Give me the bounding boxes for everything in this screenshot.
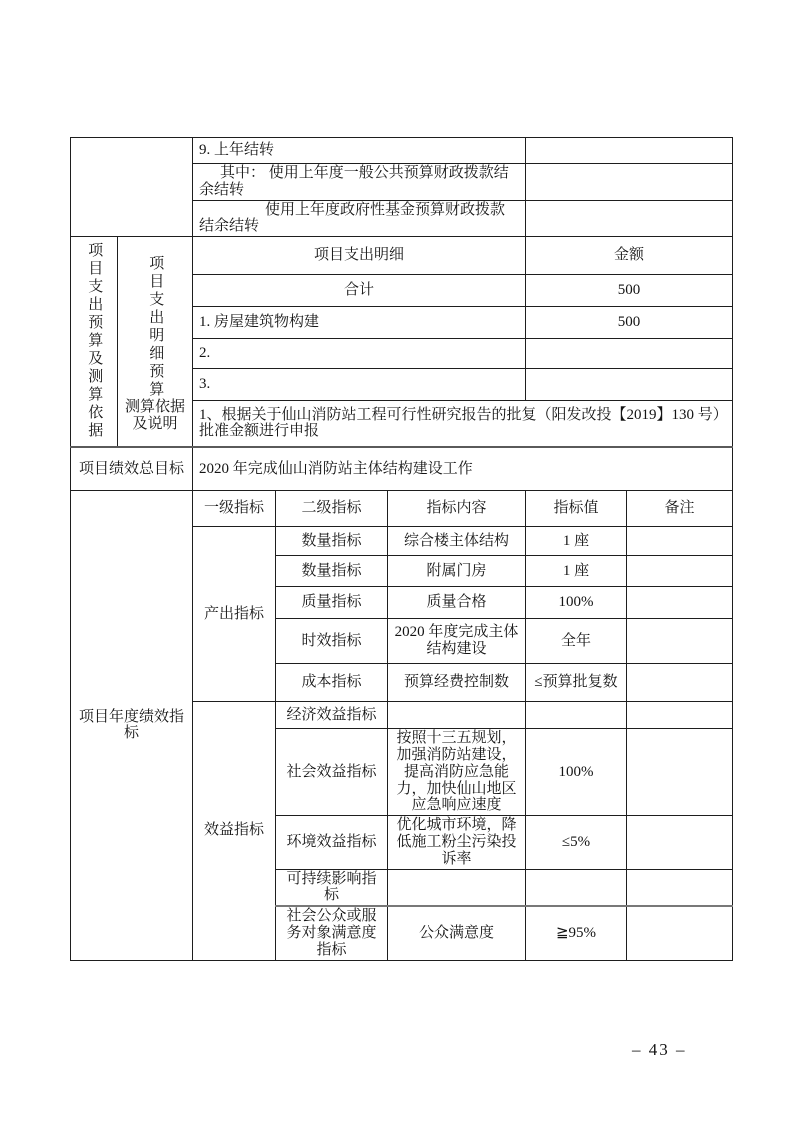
indicator-level2: 可持续影响指标: [276, 869, 388, 906]
page-number: – 43 –: [632, 1040, 687, 1059]
table-row: [71, 447, 733, 491]
budget-row-label: 合计: [193, 275, 526, 307]
carryover-row-label: 使用上年度政府性基金预算财政拨款结余结转: [193, 200, 526, 237]
budget-row-amount: 500: [526, 307, 733, 339]
budget-row-label: 3.: [193, 369, 526, 401]
indicator-level2: 质量指标: [276, 587, 388, 619]
indicator-value: ≤5%: [526, 816, 627, 869]
indicator-value: ≧95%: [526, 906, 627, 960]
indicator-value: 100%: [526, 587, 627, 619]
indicator-level2: 时效指标: [276, 619, 388, 664]
indicator-content: 质量合格: [388, 587, 526, 619]
indicator-level2: 环境效益指标: [276, 816, 388, 869]
header-level2: 二级指标: [276, 491, 388, 527]
indicator-remark: [627, 587, 733, 619]
carryover-row-value: [526, 138, 733, 164]
indicator-level2: 数量指标: [276, 556, 388, 587]
indicator-content: 按照十三五规划，加强消防站建设，提高消防应急能力，加快仙山地区应急响应速度: [388, 729, 526, 816]
indicator-value: 1 座: [526, 556, 627, 587]
budget-row-amount: 500: [526, 275, 733, 307]
header-value: 指标值: [526, 491, 627, 527]
carryover-row-label: 9. 上年结转: [193, 138, 526, 164]
indicator-level2: 成本指标: [276, 664, 388, 702]
indicator-content: 2020 年度完成主体结构建设: [388, 619, 526, 664]
indicator-remark: [627, 527, 733, 556]
table-row: [71, 491, 733, 527]
indicator-remark: [627, 702, 733, 729]
annual-indicators-label: 项目年度绩效指标: [78, 708, 184, 742]
indicator-level2: 经济效益指标: [276, 702, 388, 729]
indicator-level2: 数量指标: [276, 527, 388, 556]
indicator-remark: [627, 816, 733, 869]
header-level1: 一级指标: [193, 491, 276, 527]
indicator-value: 1 座: [526, 527, 627, 556]
annual-indicators-label-cell: [71, 491, 193, 960]
budget-col-header-detail: 项目支出明细: [193, 237, 526, 275]
indicator-group-level1: 产出指标: [193, 527, 276, 702]
indicator-value: [526, 869, 627, 906]
indicator-content: [388, 702, 526, 729]
indicator-value: [526, 702, 627, 729]
budget-outer-header-label: 项目支出预算及测算依据: [86, 242, 103, 441]
carryover-row-label: 其中： 使用上年度一般公共预算财政拨款结余结转: [193, 164, 526, 201]
carryover-left-empty-cell: [71, 138, 193, 237]
indicator-remark: [627, 906, 733, 960]
indicator-remark: [627, 869, 733, 906]
indicator-content: 公众满意度: [388, 906, 526, 960]
table-row: [71, 138, 733, 164]
budget-row-amount: [526, 369, 733, 401]
indicator-level2: 社会效益指标: [276, 729, 388, 816]
indicator-content: 附属门房: [388, 556, 526, 587]
indicator-group-level1: 效益指标: [193, 702, 276, 960]
budget-col-header-amount: 金额: [526, 237, 733, 275]
budget-performance-table: [70, 137, 733, 961]
indicator-value: 全年: [526, 619, 627, 664]
budget-row-amount: [526, 339, 733, 369]
indicator-value: ≤预算批复数: [526, 664, 627, 702]
carryover-row-value: [526, 200, 733, 237]
indicator-remark: [627, 664, 733, 702]
indicator-content: 综合楼主体结构: [388, 527, 526, 556]
indicator-content: 优化城市环境，降低施工粉尘污染投诉率: [388, 816, 526, 869]
budget-basis-note: 1、根据关于仙山消防站工程可行性研究报告的批复（阳发改投【2019】130 号）批准金额进行申报: [193, 401, 733, 447]
indicator-content: 预算经费控制数: [388, 664, 526, 702]
header-remark: 备注: [627, 491, 733, 527]
indicator-remark: [627, 619, 733, 664]
indicator-remark: [627, 729, 733, 816]
budget-row-label: 2.: [193, 339, 526, 369]
indicator-remark: [627, 556, 733, 587]
budget-outer-header-cell: [71, 237, 118, 447]
overall-goal-content: 2020 年完成仙山消防站主体结构建设工作: [193, 447, 733, 491]
budget-inner-header-cell: [118, 237, 193, 447]
overall-goal-label: 项目绩效总目标: [71, 447, 193, 491]
header-content: 指标内容: [388, 491, 526, 527]
budget-row-label: 1. 房屋建筑物构建: [193, 307, 526, 339]
carryover-row-value: [526, 164, 733, 201]
indicator-level2: 社会公众或服务对象满意度指标: [276, 906, 388, 960]
budget-basis-header-label: 测算依据及说明: [124, 399, 185, 433]
indicator-content: [388, 869, 526, 906]
budget-detail-header-label: 项目支出明细预算: [147, 255, 164, 400]
table-row: [71, 237, 733, 275]
indicator-value: 100%: [526, 729, 627, 816]
